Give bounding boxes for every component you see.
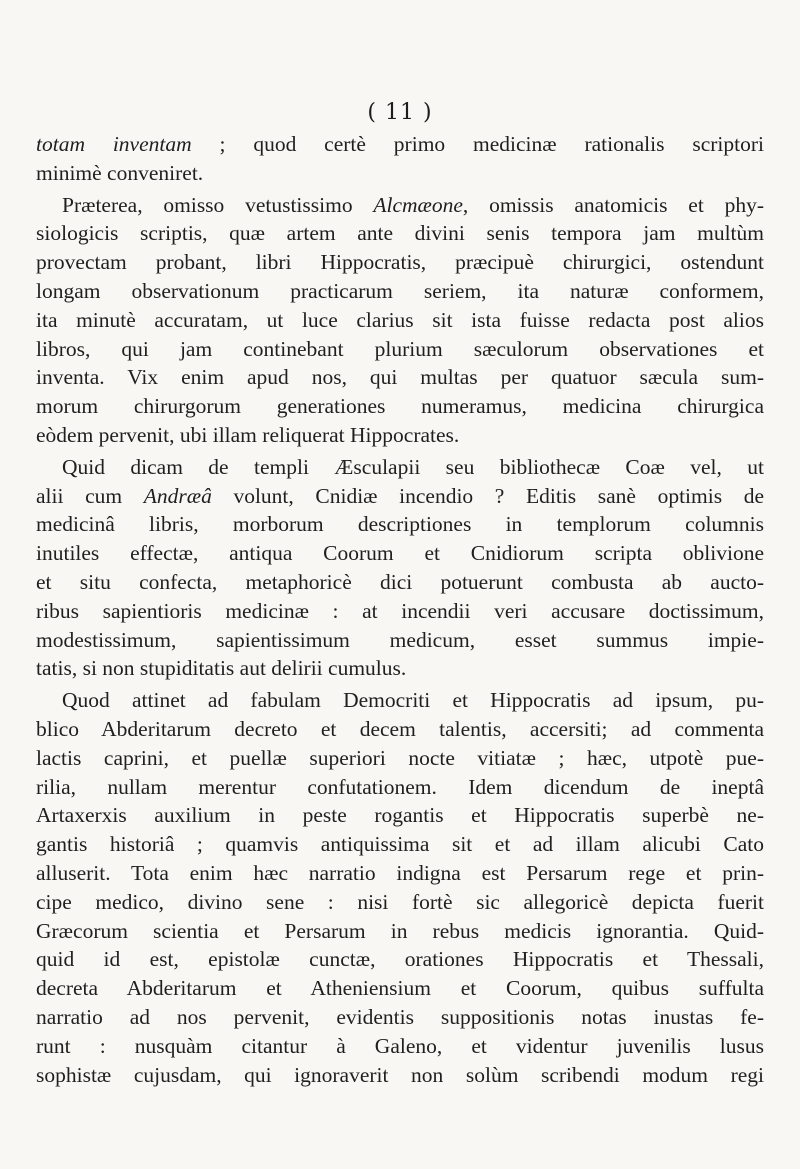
text-line xyxy=(36,453,764,482)
text-run: provectam probant, libri Hippocratis, præcipuè chirurgici, ostendunt xyxy=(36,250,764,275)
text-run: libros, qui jam continebant plurium sæculorum observationes et xyxy=(36,336,764,361)
text-line xyxy=(36,715,764,744)
text-run: sophistæ cujusdam, qui ignoraverit non solùm scribendi modum regi xyxy=(36,1062,764,1087)
text-run: rilia, nullam merentur confutationem. Idem dicendum de ineptâ xyxy=(36,774,764,799)
text-run: decreta Abderitarum et Atheniensium et Coorum, quibus suffulta xyxy=(36,976,764,1001)
text-line xyxy=(36,744,764,773)
text-run: , omissis anatomicis et phy- xyxy=(462,192,764,217)
text-line xyxy=(36,191,764,220)
body-text xyxy=(36,130,764,1089)
text-line xyxy=(36,686,764,715)
text-line xyxy=(36,597,764,626)
text-line xyxy=(36,568,764,597)
text-line xyxy=(36,159,764,188)
text-run: Quid dicam de templi Æsculapii seu bibliothecæ Coæ vel, ut xyxy=(62,454,764,479)
text-line xyxy=(36,654,764,683)
text-run: narratio ad nos pervenit, evidentis suppositionis notas inustas fe- xyxy=(36,1004,764,1029)
text-line xyxy=(36,917,764,946)
text-run: lactis caprini, et puellæ superiori nocte vitiatæ ; hæc, utpotè pue- xyxy=(36,745,764,770)
text-line xyxy=(36,277,764,306)
text-run: Artaxerxis auxilium in peste rogantis et Hippocratis superbè ne- xyxy=(36,803,764,828)
text-run: et situ confecta, metaphoricè dici potuerunt combusta ab aucto- xyxy=(36,569,764,594)
text-run: Præterea, omisso vetustissimo xyxy=(62,192,374,217)
text-run: ; quod certè primo medicinæ rationalis scriptori xyxy=(191,132,764,156)
text-run: medicinâ libris, morborum descriptiones in templorum columnis xyxy=(36,512,764,537)
text-run: inventa. Vix enim apud nos, qui multas per quatuor sæcula sum- xyxy=(36,365,764,390)
text-run: eòdem pervenit, ubi illam reliquerat Hippocrates. xyxy=(36,422,460,447)
text-line xyxy=(36,830,764,859)
text-run: gantis historiâ ; quamvis antiquissima sit et ad illam alicubi Cato xyxy=(36,832,764,857)
text-line xyxy=(36,510,764,539)
text-run: tatis, si non stupiditatis aut delirii cumulus. xyxy=(36,656,407,681)
text-run: cipe medico, divino sene : nisi fortè sic allegoricè depicta fuerit xyxy=(36,889,764,914)
text-run: quid id est, epistolæ cunctæ, orationes Hippocratis et Thessali, xyxy=(36,947,764,972)
text-run: ribus sapientioris medicinæ : at incendii veri accusare doctissimum, xyxy=(36,598,764,623)
italic-text: totam inventam xyxy=(36,132,192,156)
text-line xyxy=(36,1032,764,1061)
text-line xyxy=(36,773,764,802)
text-line xyxy=(36,392,764,421)
text-line xyxy=(36,888,764,917)
paragraph xyxy=(36,686,764,1089)
text-line xyxy=(36,335,764,364)
text-run: blico Abderitarum decreto et decem talentis, accersiti; ad commenta xyxy=(36,716,764,741)
text-line xyxy=(36,306,764,335)
text-run: minimè conveniret. xyxy=(36,160,204,185)
text-line xyxy=(36,859,764,888)
text-line xyxy=(36,1061,764,1090)
text-run: alluserit. Tota enim hæc narratio indigna est Persarum rege et prin- xyxy=(36,860,764,885)
page-number: ( 11 ) xyxy=(367,100,433,125)
text-run: ita minutè accuratam, ut luce clarius sit ista fuisse redacta post alios xyxy=(36,307,764,332)
text-run: alii cum xyxy=(36,483,144,508)
paragraph xyxy=(36,130,764,188)
text-run: siologicis scriptis, quæ artem ante divini senis tempora jam multùm xyxy=(36,221,764,246)
text-run: modestissimum, sapientissimum medicum, esset summus impie- xyxy=(36,627,764,652)
text-line xyxy=(36,626,764,655)
text-run: Quod attinet ad fabulam Democriti et Hippocratis ad ipsum, pu- xyxy=(62,688,764,713)
text-line xyxy=(36,1003,764,1032)
text-run: Græcorum scientia et Persarum in rebus medicis ignorantia. Quid- xyxy=(36,918,764,943)
paragraph xyxy=(36,191,764,450)
text-line xyxy=(36,248,764,277)
text-line xyxy=(36,130,764,159)
text-line xyxy=(36,219,764,248)
text-line xyxy=(36,363,764,392)
text-line xyxy=(36,421,764,450)
text-line xyxy=(36,974,764,1003)
text-run: volunt, Cnidiæ incendio ? Editis sanè optimis de xyxy=(211,483,765,508)
italic-text: Alcmæone xyxy=(373,192,463,217)
text-line xyxy=(36,539,764,568)
text-line xyxy=(36,482,764,511)
text-run: longam observationum practicarum seriem, ita naturæ conformem, xyxy=(36,278,764,303)
paragraph xyxy=(36,453,764,683)
text-run: inutiles effectæ, antiqua Coorum et Cnidiorum scripta oblivione xyxy=(36,541,764,566)
text-line xyxy=(36,945,764,974)
italic-text: Andræâ xyxy=(143,483,212,508)
text-run: morum chirurgorum generationes numeramus, medicina chirurgica xyxy=(36,394,764,419)
text-line xyxy=(36,801,764,830)
text-run: runt : nusquàm citantur à Galeno, et videntur juvenilis lusus xyxy=(36,1033,764,1058)
